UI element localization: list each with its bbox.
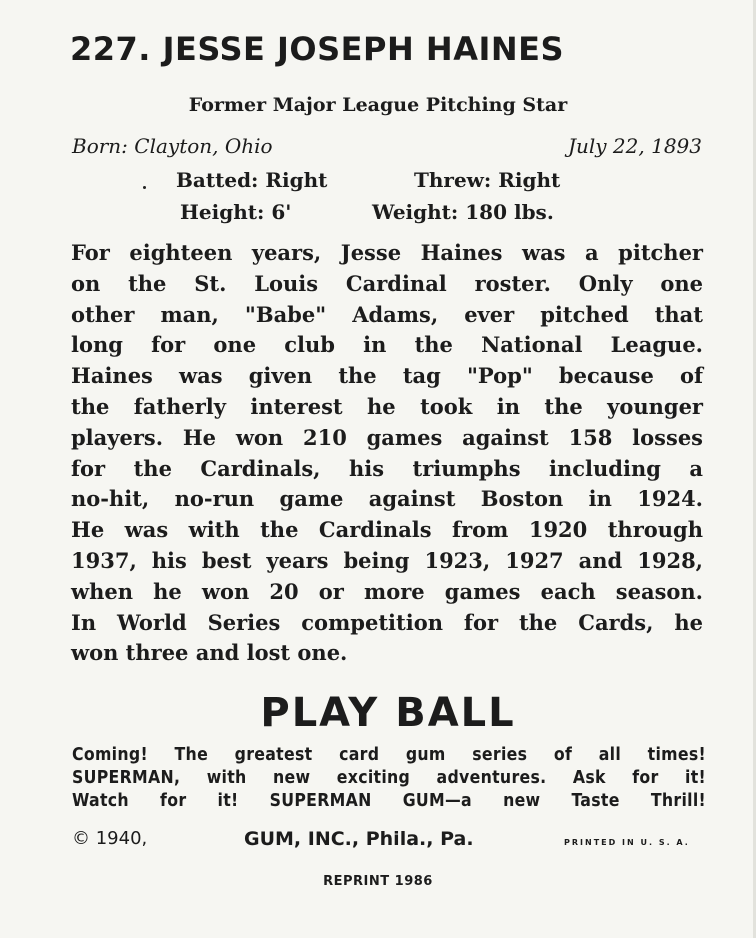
batted-stat: Batted: Right (176, 168, 328, 192)
reprint-note: REPRINT 1986 (323, 874, 433, 889)
bio-line: In World Series competition for the Cards, he (71, 609, 703, 635)
copyright: © 1940, (72, 828, 148, 849)
biography (71, 238, 703, 669)
print-speck (143, 186, 146, 189)
bio-line: long for one club in the National League. (71, 332, 703, 358)
bio-line: when he won 20 or more games each season. (71, 578, 703, 604)
superman-ad (72, 744, 706, 813)
publisher: GUM, INC., Phila., Pa. (244, 828, 474, 850)
bio-line: 1937, his best years being 1923, 1927 and 1928, (71, 547, 703, 573)
threw-stat: Threw: Right (414, 168, 561, 192)
bio-line: players. He won 210 games against 158 losses (71, 424, 703, 450)
weight-stat: Weight: 180 lbs. (372, 200, 554, 224)
bio-line: Haines was given the tag "Pop" because of (71, 363, 703, 389)
birthdate: July 22, 1893 (567, 134, 702, 158)
bio-line: other man, "Babe" Adams, ever pitched that (71, 301, 703, 327)
bio-line: for the Cardinals, his triumphs including a (71, 455, 703, 481)
birthplace: Born: Clayton, Ohio (72, 134, 273, 158)
printed-in-usa: PRINTED IN U. S. A. (564, 838, 690, 847)
height-stat: Height: 6' (180, 200, 292, 224)
bio-line: the fatherly interest he took in the younger (71, 393, 703, 419)
bio-line: For eighteen years, Jesse Haines was a pitcher (71, 240, 703, 265)
play-ball-heading: PLAY BALL (260, 690, 516, 736)
ad-line: Coming! The greatest card gum series of all times! (72, 745, 706, 765)
ad-line: SUPERMAN, with new exciting adventures. Ask for it! (72, 768, 706, 788)
bio-line: no-hit, no-run game against Boston in 1924. (71, 486, 703, 512)
bio-line: on the St. Louis Cardinal roster. Only one (71, 270, 703, 296)
ad-line: Watch for it! SUPERMAN GUM—a new Taste Thrill! (72, 791, 706, 811)
card-subtitle: Former Major League Pitching Star (188, 94, 568, 116)
bio-line: won three and lost one. (71, 640, 348, 666)
card-title: 227. JESSE JOSEPH HAINES (70, 30, 565, 68)
bio-line: He was with the Cardinals from 1920 through (71, 517, 703, 543)
